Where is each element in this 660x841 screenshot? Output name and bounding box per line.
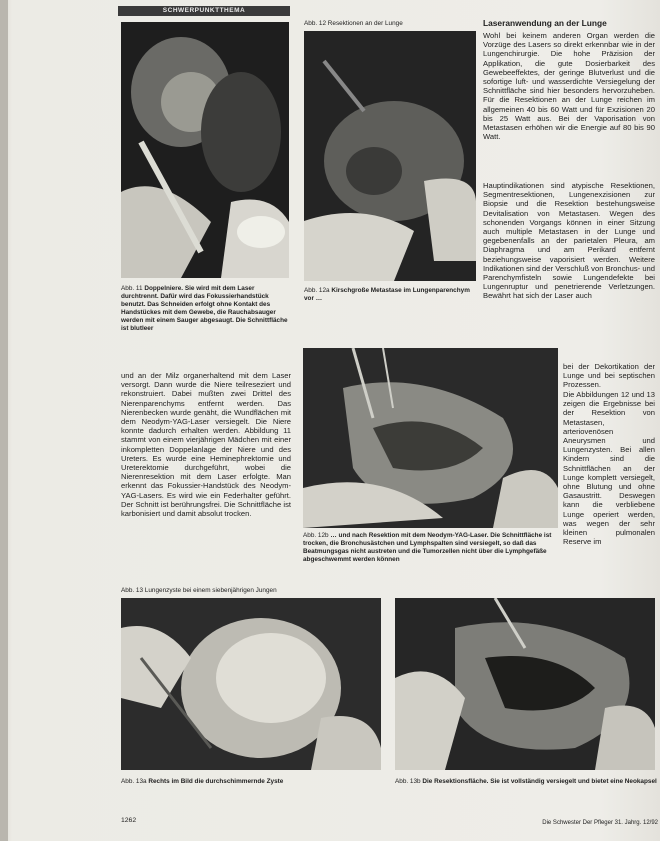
article-paragraph-right-3: bei der Dekortikation der Lunge und bei septischen Prozessen.	[563, 362, 655, 390]
caption-fig13-title	[121, 587, 441, 595]
photo-fig11-double-kidney	[121, 22, 289, 278]
caption-fig12b	[303, 532, 558, 564]
caption-fig12b-text: … und nach Resektion mit dem Neodym-YAG-Laser. Die Schnittfläche ist trocken, die Bronchusästchen und Lymphspalten sind versiegelt, so daß das Beatmungsgas nicht austreten und die Tumorzellen nicht über die Lymphgefäße abgeschwemmt werden können	[303, 532, 552, 563]
caption-fig12b-label: Abb. 12b	[303, 532, 329, 539]
article-paragraph-right-4: Die Abbildungen 12 und 13 zeigen die Ergebnisse bei der Resektion von Metastasen, arteriovenösen Aneurysmen und Lungenzysten. Bei allen Kindern sind die Schnittflächen an der Lunge komplett versiegelt, ohne Blutung und ohne Gasaustritt. Deswegen kann die verbliebene Lunge operiert werden, was wegen der sehr kleinen pulmonalen Reserve im	[563, 390, 655, 547]
caption-fig12a-label: Abb. 12a	[304, 287, 330, 294]
article-paragraph-right-1: Wohl bei keinem anderen Organ werden die Vorzüge des Lasers so direkt erkennbar wie in der Lungenchirurgie. Die hohe Präzision der Applikation, die gute Dosierbarkeit des Gewebeeffektes, der geringe Blutverlust und die sofortige luft- und wasserdichte Versiegelung der Schnittfläche sind hier besonders hervorzuheben. Für die Resektionen an der Lunge reichen im allgemeinen 40 bis 60 Watt und für Exzisionen 20 bis 25 Watt aus. Bei der Vaporisation von Metastasen erhöhen wir die Energie auf 80 bis 90 Watt.	[483, 31, 655, 142]
section-header: SCHWERPUNKTTHEMA	[162, 7, 246, 14]
caption-fig13b	[395, 778, 657, 786]
caption-fig11-text: Doppelniere. Sie wird mit dem Laser durchtrennt. Dafür wird das Fokussierhandstück benutzt. Das Schneiden erfolgt ohne Kontakt des Handstückes mit dem Gewebe, die Rauchabsauger werden mit einem Sauger abgesaugt. Die Schnittfläche ist blutleer	[121, 285, 288, 332]
photo-fig12b-resection	[303, 348, 558, 528]
photo-fig12a-lung-metastasis	[304, 31, 476, 281]
caption-fig13a-text: Rechts im Bild die durchschimmernde Zyste	[148, 778, 284, 785]
article-paragraph-right-2: Hauptindikationen sind atypische Resektionen, Segmentresektionen, Lungenexzisionen zur Biopsie und die Resektion bestehungsweise Devitalisation von Metastasen. Wegen des schonenden Vorgangs können in einer Sitzung auch multiple Metastasen in der Lunge und gegebenenfalls an der parietalen Pleura, am Diaphragma und am Perikard entfernt beziehungsweise vaporisiert werden. Weitere Indikationen sind der Verschluß von Bronchus- und Parenchymfisteln sowie Lungendefekte bei Lungenruptur und penetrierende Verletzungen. Bewährt hat sich der Laser auch	[483, 181, 655, 301]
photo-fig13b-resection-surface	[395, 598, 655, 770]
journal-footer: Die Schwester Der Pfleger 31. Jahrg. 12/92	[542, 820, 658, 826]
caption-fig13a	[121, 778, 381, 786]
caption-fig13-title-text: Abb. 13 Lungenzyste bei einem siebenjährigen Jungen	[121, 587, 277, 594]
caption-fig13a-label: Abb. 13a	[121, 778, 147, 785]
photo-fig13a-lung-cyst	[121, 598, 381, 770]
article-heading: Laseranwendung an der Lunge	[483, 18, 607, 28]
caption-fig12a	[304, 287, 474, 303]
article-paragraph-left: und an der Milz organerhaltend mit dem Laser versorgt. Dann wurde die Niere teilreseziert und rekonstruiert. Dabei mußten zwei Drittel des Nierenparenchyms entfernt werden. Das Nierenbecken wurde genäht, die Wundflächen mit dem Neodym-YAG-Laser versiegelt. Die Niere konnte dadurch erhalten werden. Abbildung 11 stammt von einem vierjährigen Mädchen mit einer inkompletten Doppelanlage der Niere und des Ureters. Es wurde eine Heminephrektomie und Ureterektomie durchgeführt, wobei die Nierenresektion mit dem Laser erfolgte. Man erkennt das Fokussier-Handstück des Neodym-YAG-Lasers. Es wird wie ein Federhalter geführt. Der Schnitt ist berührungsfrei. Die Schnittfläche ist karbonisiert und damit absolut trocken.	[121, 371, 291, 519]
caption-fig11-label: Abb. 11	[121, 285, 143, 292]
caption-fig13b-label: Abb. 13b	[395, 778, 421, 785]
caption-fig11	[121, 285, 291, 333]
page-binding-shadow	[0, 0, 8, 841]
caption-fig13b-text: Die Resektionsfläche. Sie ist vollständig versiegelt und bietet eine Neokapsel	[422, 778, 657, 785]
caption-fig12a-text: Kirschgroße Metastase im Lungenparenchym vor …	[304, 287, 470, 302]
page-number: 1262	[121, 817, 137, 824]
caption-fig12-title-text: Abb. 12 Resektionen an der Lunge	[304, 20, 403, 27]
caption-fig12-title	[304, 20, 474, 28]
